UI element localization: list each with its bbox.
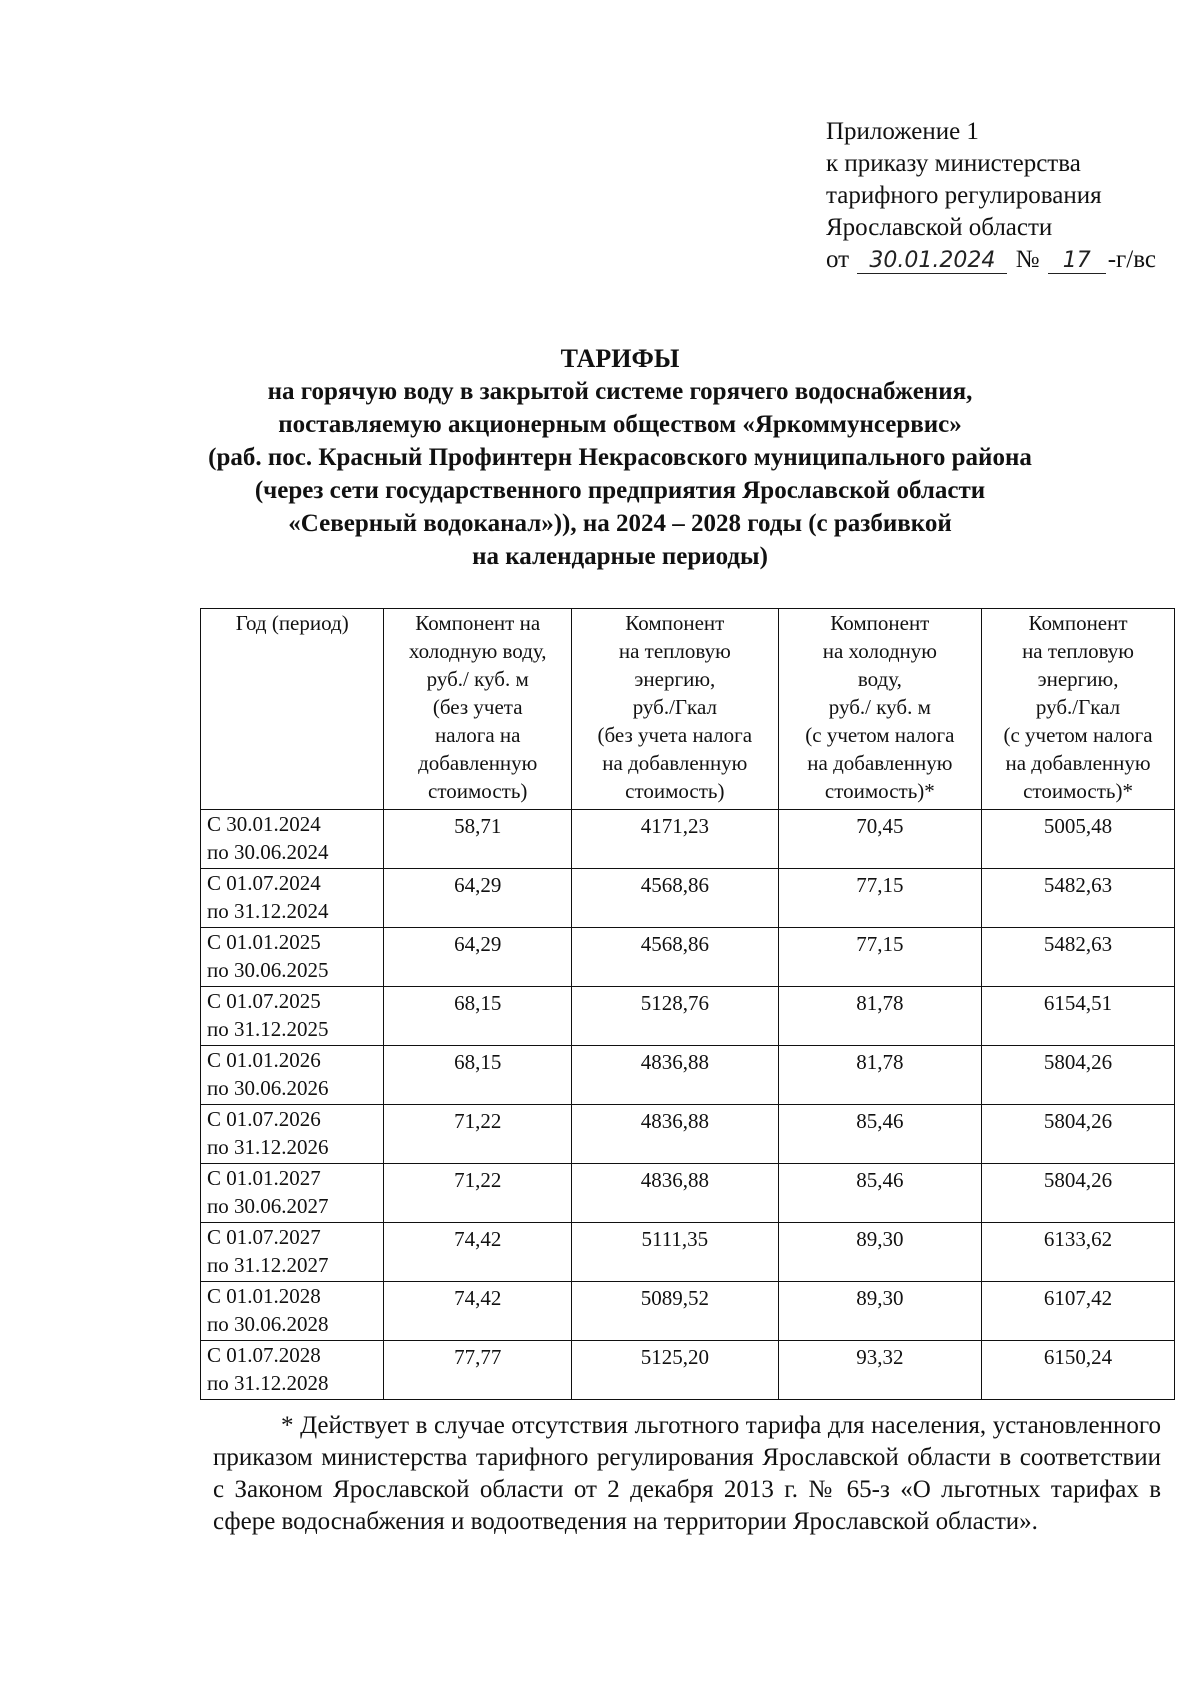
period-from: С 01.07.2025: [207, 989, 321, 1013]
number-sign: №: [1015, 246, 1040, 273]
title-main: ТАРИФЫ: [560, 344, 680, 373]
header-text-line: (с учетом налога: [805, 723, 955, 747]
title-line: поставляемую акционерным обществом «Яркоммунсервис»: [278, 411, 962, 438]
header-text-line: руб./ куб. м: [426, 667, 529, 691]
handwritten-date: 30.01.2024: [857, 249, 1007, 274]
number-suffix: -г/вс: [1107, 246, 1156, 273]
header-text-line: на добавленную: [807, 751, 953, 775]
header-text-line: налога на: [434, 723, 521, 747]
period-from: С 01.01.2027: [207, 1166, 321, 1190]
period-to: по 31.12.2028: [207, 1371, 329, 1395]
table-row: [201, 987, 1175, 1046]
value-cell: 93,32: [778, 1341, 981, 1400]
table-row: [201, 1164, 1175, 1223]
order-reference-line: [826, 244, 1156, 276]
header-text-line: руб./ куб. м: [828, 695, 931, 719]
value-cell: 5804,26: [982, 1164, 1175, 1223]
value-cell: 5005,48: [982, 810, 1175, 869]
value-cell: 5804,26: [982, 1046, 1175, 1105]
value-cell: 77,15: [778, 928, 981, 987]
header-text-line: холодную воду,: [408, 639, 547, 663]
header-text-line: Компонент на: [415, 611, 541, 635]
value-cell: 70,45: [778, 810, 981, 869]
period-cell: [201, 869, 384, 928]
period-from: С 01.07.2027: [207, 1225, 321, 1249]
header-text-line: на добавленную: [602, 751, 748, 775]
period-cell: [201, 928, 384, 987]
header-text-line: (без учета: [432, 695, 523, 719]
period-to: по 30.06.2025: [207, 958, 329, 982]
header-text-line: Год (период): [235, 611, 349, 635]
period-cell: [201, 1046, 384, 1105]
table-row: [201, 1105, 1175, 1164]
header-text-line: энергию,: [1037, 667, 1119, 691]
period-to: по 30.06.2026: [207, 1076, 329, 1100]
header-text-line: стоимость): [428, 779, 528, 803]
value-cell: 4568,86: [572, 869, 779, 928]
period-to: по 30.06.2024: [207, 840, 329, 864]
period-cell: [201, 1282, 384, 1341]
header-text-line: стоимость): [625, 779, 725, 803]
title-line: (через сети государственного предприятия Ярославской области: [254, 477, 986, 504]
value-cell: 85,46: [778, 1164, 981, 1223]
value-cell: 6107,42: [982, 1282, 1175, 1341]
value-cell: 4836,88: [572, 1046, 779, 1105]
header-text-line: стоимость)*: [1023, 779, 1133, 803]
table-row: [201, 1223, 1175, 1282]
header-text-line: (без учета налога: [597, 723, 753, 747]
header-text-line: на холодную: [822, 639, 937, 663]
value-cell: 5111,35: [572, 1223, 779, 1282]
period-to: по 31.12.2027: [207, 1253, 329, 1277]
header-heat-energy-no-vat: [572, 609, 779, 810]
header-text-line: на тепловую: [618, 639, 731, 663]
value-cell: 81,78: [778, 987, 981, 1046]
header-text-line: (с учетом налога: [1003, 723, 1153, 747]
table-row: [201, 869, 1175, 928]
header-period: [201, 609, 384, 810]
header-cold-water-no-vat: [384, 609, 572, 810]
header-text-line: Компонент: [1028, 611, 1128, 635]
footnote: * Действует в случае отсутствия льготного тарифа для населения, установленного приказом министерства тарифного регулирования Ярославской области в соответствии с Законом Ярославской области от 2 декабря 2013 г. № 65-з «О льготных тарифах в сфере водоснабжения и водоотведения на территории Ярославской области».: [213, 1412, 1161, 1535]
period-cell: [201, 1223, 384, 1282]
value-cell: 6154,51: [982, 987, 1175, 1046]
value-cell: 5089,52: [572, 1282, 779, 1341]
value-cell: 68,15: [384, 1046, 572, 1105]
table-row: [201, 928, 1175, 987]
value-cell: 5804,26: [982, 1105, 1175, 1164]
value-cell: 77,15: [778, 869, 981, 928]
period-cell: [201, 1105, 384, 1164]
header-text-line: руб./Гкал: [632, 695, 717, 719]
from-prefix: от: [826, 246, 850, 273]
title-line: (раб. пос. Красный Профинтерн Некрасовского муниципального района: [208, 444, 1032, 471]
value-cell: 71,22: [384, 1105, 572, 1164]
header-text-line: добавленную: [418, 751, 538, 775]
header-text-line: Компонент: [830, 611, 930, 635]
appendix-line-1: Приложение 1: [826, 118, 979, 145]
period-to: по 30.06.2028: [207, 1312, 329, 1336]
value-cell: 5482,63: [982, 869, 1175, 928]
header-text-line: энергию,: [634, 667, 716, 691]
value-cell: 74,42: [384, 1282, 572, 1341]
period-from: С 01.07.2024: [207, 871, 321, 895]
header-text-line: на добавленную: [1005, 751, 1151, 775]
value-cell: 6133,62: [982, 1223, 1175, 1282]
value-cell: 5128,76: [572, 987, 779, 1046]
appendix-line-2: к приказу министерства: [826, 150, 1081, 177]
value-cell: 68,15: [384, 987, 572, 1046]
value-cell: 64,29: [384, 869, 572, 928]
header-heat-energy-with-vat: [982, 609, 1175, 810]
appendix-line-4: Ярославской области: [826, 214, 1053, 241]
value-cell: 64,29: [384, 928, 572, 987]
value-cell: 4836,88: [572, 1105, 779, 1164]
period-from: С 01.07.2028: [207, 1343, 321, 1367]
appendix-block: [826, 116, 1156, 276]
period-to: по 31.12.2025: [207, 1017, 329, 1041]
value-cell: 85,46: [778, 1105, 981, 1164]
period-from: С 01.01.2028: [207, 1284, 321, 1308]
value-cell: 81,78: [778, 1046, 981, 1105]
period-cell: [201, 810, 384, 869]
header-text-line: стоимость)*: [824, 779, 935, 803]
period-cell: [201, 1341, 384, 1400]
period-cell: [201, 987, 384, 1046]
period-from: С 01.01.2025: [207, 930, 321, 954]
header-text-line: руб./Гкал: [1035, 695, 1121, 719]
header-cold-water-with-vat: [778, 609, 981, 810]
value-cell: 5125,20: [572, 1341, 779, 1400]
table-row: [201, 1341, 1175, 1400]
header-text-line: Компонент: [625, 611, 725, 635]
period-to: по 30.06.2027: [207, 1194, 329, 1218]
table-row: [201, 810, 1175, 869]
value-cell: 4836,88: [572, 1164, 779, 1223]
title-line: на календарные периоды): [472, 543, 768, 570]
value-cell: 89,30: [778, 1223, 981, 1282]
value-cell: 89,30: [778, 1282, 981, 1341]
header-text-line: воду,: [857, 667, 902, 691]
handwritten-number: 17: [1048, 249, 1106, 274]
table-row: [201, 1046, 1175, 1105]
table-header-row: [201, 609, 1175, 810]
header-text-line: на тепловую: [1022, 639, 1134, 663]
period-from: С 01.01.2026: [207, 1048, 321, 1072]
appendix-line-3: тарифного регулирования: [826, 182, 1102, 209]
value-cell: 58,71: [384, 810, 572, 869]
value-cell: 77,77: [384, 1341, 572, 1400]
period-from: С 30.01.2024: [207, 812, 321, 836]
value-cell: 6150,24: [982, 1341, 1175, 1400]
title-line: «Северный водоканал»)), на 2024 – 2028 годы (с разбивкой: [288, 510, 952, 537]
period-to: по 31.12.2026: [207, 1135, 329, 1159]
period-cell: [201, 1164, 384, 1223]
value-cell: 71,22: [384, 1164, 572, 1223]
period-to: по 31.12.2024: [207, 899, 329, 923]
table-row: [201, 1282, 1175, 1341]
value-cell: 4171,23: [572, 810, 779, 869]
tariff-table: [200, 608, 1175, 1400]
title-line: на горячую воду в закрытой системе горячего водоснабжения,: [267, 378, 973, 405]
document-title: [200, 342, 1040, 573]
period-from: С 01.07.2026: [207, 1107, 321, 1131]
value-cell: 5482,63: [982, 928, 1175, 987]
value-cell: 74,42: [384, 1223, 572, 1282]
value-cell: 4568,86: [572, 928, 779, 987]
